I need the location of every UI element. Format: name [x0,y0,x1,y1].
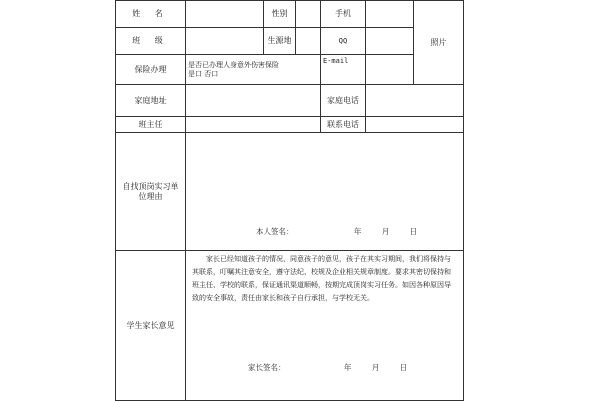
contact-phone-label: 联系电话 [321,117,366,133]
internship-application-form [115,0,464,401]
origin-label: 生源地 [264,28,296,55]
address-field[interactable] [186,85,321,117]
parent-signature-row [186,363,407,372]
name-label: 姓 名 [116,1,186,28]
origin-field[interactable] [296,28,321,55]
row-class [116,28,464,55]
class-label: 班 级 [116,28,186,55]
name-field[interactable] [186,1,264,28]
row-reason [116,133,464,251]
row-name [116,1,464,28]
home-phone-field[interactable] [366,85,464,117]
phone-field[interactable] [366,1,414,28]
gender-field[interactable] [296,1,321,28]
parent-day: 日 [399,362,408,372]
parent-label: 学生家长意见 [116,251,186,401]
contact-phone-field[interactable] [366,117,464,133]
reason-field[interactable] [186,133,464,251]
home-phone-label: 家庭电话 [321,85,366,117]
insurance-question: 是否已办理人身意外伤害保险 [188,60,279,69]
class-field[interactable] [186,28,264,55]
insurance-question-cell[interactable] [186,55,321,85]
phone-label: 手机 [321,1,366,28]
email-field[interactable] [366,55,414,85]
row-insurance [116,55,464,85]
row-parent [116,251,464,401]
insurance-options[interactable]: 是口 否口 [188,69,219,78]
parent-sign-label: 家长签名： [248,362,286,372]
parent-year: 年 [343,362,352,372]
row-teacher [116,117,464,133]
reason-year: 年 [353,226,362,236]
parent-opinion-field[interactable] [186,251,464,401]
reason-sign-label: 本人签名： [256,226,294,236]
teacher-field[interactable] [186,117,321,133]
reason-month: 月 [381,226,390,236]
reason-label: 自找顶岗实习单位理由 [116,133,186,251]
reason-day: 日 [409,226,418,236]
qq-label: QQ [321,28,366,55]
teacher-label: 班主任 [116,117,186,133]
qq-field[interactable] [366,28,414,55]
address-label: 家庭地址 [116,85,186,117]
parent-month: 月 [371,362,380,372]
parent-statement: 家长已经知道孩子的情况，同意孩子的意见，孩子在其实习期间，我们将保持与其联系，叮嘱其注意安全，遵守法纪、校规及企业相关规章制度。要求其密切保持和班主任、学校的联系，保证通讯渠道顺畅，按期完成顶岗实习任务。如因各种原因导致的安全事故，责任由家长和孩子自行承担，与学校无关。 [192,255,451,302]
reason-signature-row [188,227,461,236]
photo-box[interactable]: 照片 [414,1,464,85]
row-address [116,85,464,117]
gender-label: 性别 [264,1,296,28]
email-label: E-mail [321,55,366,85]
insurance-label: 保险办理 [116,55,186,85]
